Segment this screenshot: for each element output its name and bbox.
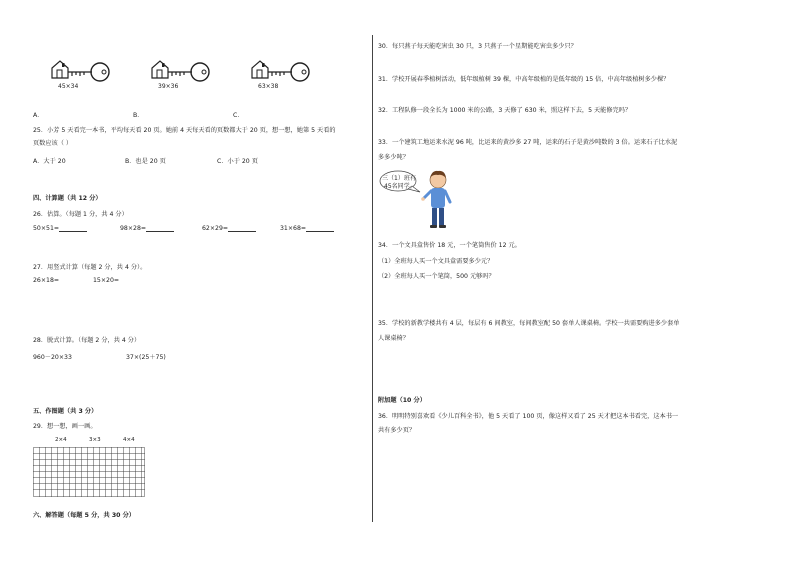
key-expression: 63×38 bbox=[258, 83, 279, 90]
q27-item-1: 26×18= bbox=[33, 277, 60, 284]
boy-illustration bbox=[378, 168, 458, 240]
column-divider bbox=[372, 35, 373, 522]
section-heading-drawing: 五、作图题（共 3 分） bbox=[33, 408, 98, 415]
q31-text: 31．学校开展春季植树活动，低年级植树 39 棵，中高年级植的是低年级的 15 倍，中高年级植树多少棵？ bbox=[378, 76, 670, 83]
q36-text-line1: 36．明明特别喜欢看《少儿百科全书》，他 5 天看了 100 页，像这样又看了 25 天才把这本书看完，这本书一 bbox=[378, 413, 679, 420]
key-expression: 45×34 bbox=[58, 83, 79, 90]
q36-text-line2: 共有多少页？ bbox=[378, 427, 416, 434]
q34-title: 34．一个文具盒售价 18 元，一个笔筒售价 12 元。 bbox=[378, 242, 521, 249]
grid-label-1: 2×4 bbox=[55, 437, 67, 443]
section-heading-word-problems: 六、解答题（每题 5 分，共 30 分） bbox=[33, 512, 135, 519]
bubble-text-line2: 45名同学。 bbox=[384, 183, 416, 190]
q27-title: 27．用竖式计算（每题 2 分，共 4 分）。 bbox=[33, 264, 147, 271]
key-house-icon bbox=[50, 56, 114, 84]
q27-item-2: 15×20= bbox=[93, 277, 120, 284]
q25-option-b[interactable]: B．也是 20 页 bbox=[125, 158, 166, 165]
answer-blank[interactable] bbox=[306, 225, 334, 232]
q25-text-line2: 页数应该（ ） bbox=[33, 140, 73, 147]
answer-blank[interactable] bbox=[146, 225, 174, 232]
key-house-icon bbox=[150, 56, 214, 84]
option-b[interactable]: B． bbox=[133, 112, 144, 119]
key-expression: 39×36 bbox=[158, 83, 179, 90]
extra-section-heading: 附加题（10 分） bbox=[378, 397, 426, 404]
answer-blank[interactable] bbox=[59, 225, 87, 232]
q33-text-line2: 多多少吨？ bbox=[378, 154, 409, 161]
key-figure-2 bbox=[150, 56, 214, 92]
q30-text: 30．每只燕子每天能吃害虫 30 只，3 只燕子一个星期能吃害虫多少只？ bbox=[378, 43, 577, 50]
q26-item-4: 31×68= bbox=[280, 225, 334, 232]
q25-option-c[interactable]: C．小于 20 页 bbox=[217, 158, 258, 165]
q35-text-line2: 人课桌椅？ bbox=[378, 335, 409, 342]
q26-item-2: 98×28= bbox=[120, 225, 174, 232]
key-figure-1 bbox=[50, 56, 114, 92]
q34-sub1: （1）全班每人买一个文具盒需要多少元？ bbox=[378, 258, 494, 265]
q26-item-1: 50×51= bbox=[33, 225, 87, 232]
key-house-icon bbox=[250, 56, 314, 84]
grid-label-3: 4×4 bbox=[123, 437, 135, 443]
q26-item-3: 62×29= bbox=[202, 225, 256, 232]
q33-text-line1: 33．一个建筑工地运来水泥 96 吨，比运来的黄沙多 27 吨，运来的石子是黄沙吨数的 3 倍。运来石子比水泥 bbox=[378, 139, 678, 146]
q34-sub2: （2）全班每人买一个笔筒，500 元够吗？ bbox=[378, 273, 495, 280]
q28-title: 28．脱式计算。（每题 2 分，共 4 分） bbox=[33, 337, 141, 344]
answer-blank[interactable] bbox=[228, 225, 256, 232]
key-figure-3 bbox=[250, 56, 314, 92]
bubble-text-line1: 三（1）班有 bbox=[382, 175, 416, 182]
q25-text-line1: 25．小芳 5 天看完一本书，平均每天看 20 页。她前 4 天每天看的页数都大于 20 页，想一想，她第 5 天看的 bbox=[33, 127, 336, 134]
q32-text: 32．工程队修一段全长为 1000 米的公路，3 天修了 630 米，照这样下去，5 天能修完吗？ bbox=[378, 107, 632, 114]
option-c[interactable]: C． bbox=[233, 112, 244, 119]
q25-option-a[interactable]: A．大于 20 bbox=[33, 158, 66, 165]
q35-text-line1: 35．学校的新教学楼共有 4 层，每层有 6 间教室，每间教室配 50 套单人课桌椅。学校一共需要购进多少套单 bbox=[378, 320, 680, 327]
q28-item-1: 960－20×33 bbox=[33, 354, 72, 361]
q28-item-2: 37×(25＋75) bbox=[126, 354, 166, 361]
drawing-grid[interactable] bbox=[33, 447, 145, 499]
section-heading-calculation: 四、计算题（共 12 分） bbox=[33, 195, 102, 202]
grid-label-2: 3×3 bbox=[89, 437, 101, 443]
q29-title: 29．想一想，画一画。 bbox=[33, 423, 97, 430]
q26-title: 26．估算。（每题 1 分，共 4 分） bbox=[33, 211, 128, 218]
option-a[interactable]: A． bbox=[33, 112, 44, 119]
